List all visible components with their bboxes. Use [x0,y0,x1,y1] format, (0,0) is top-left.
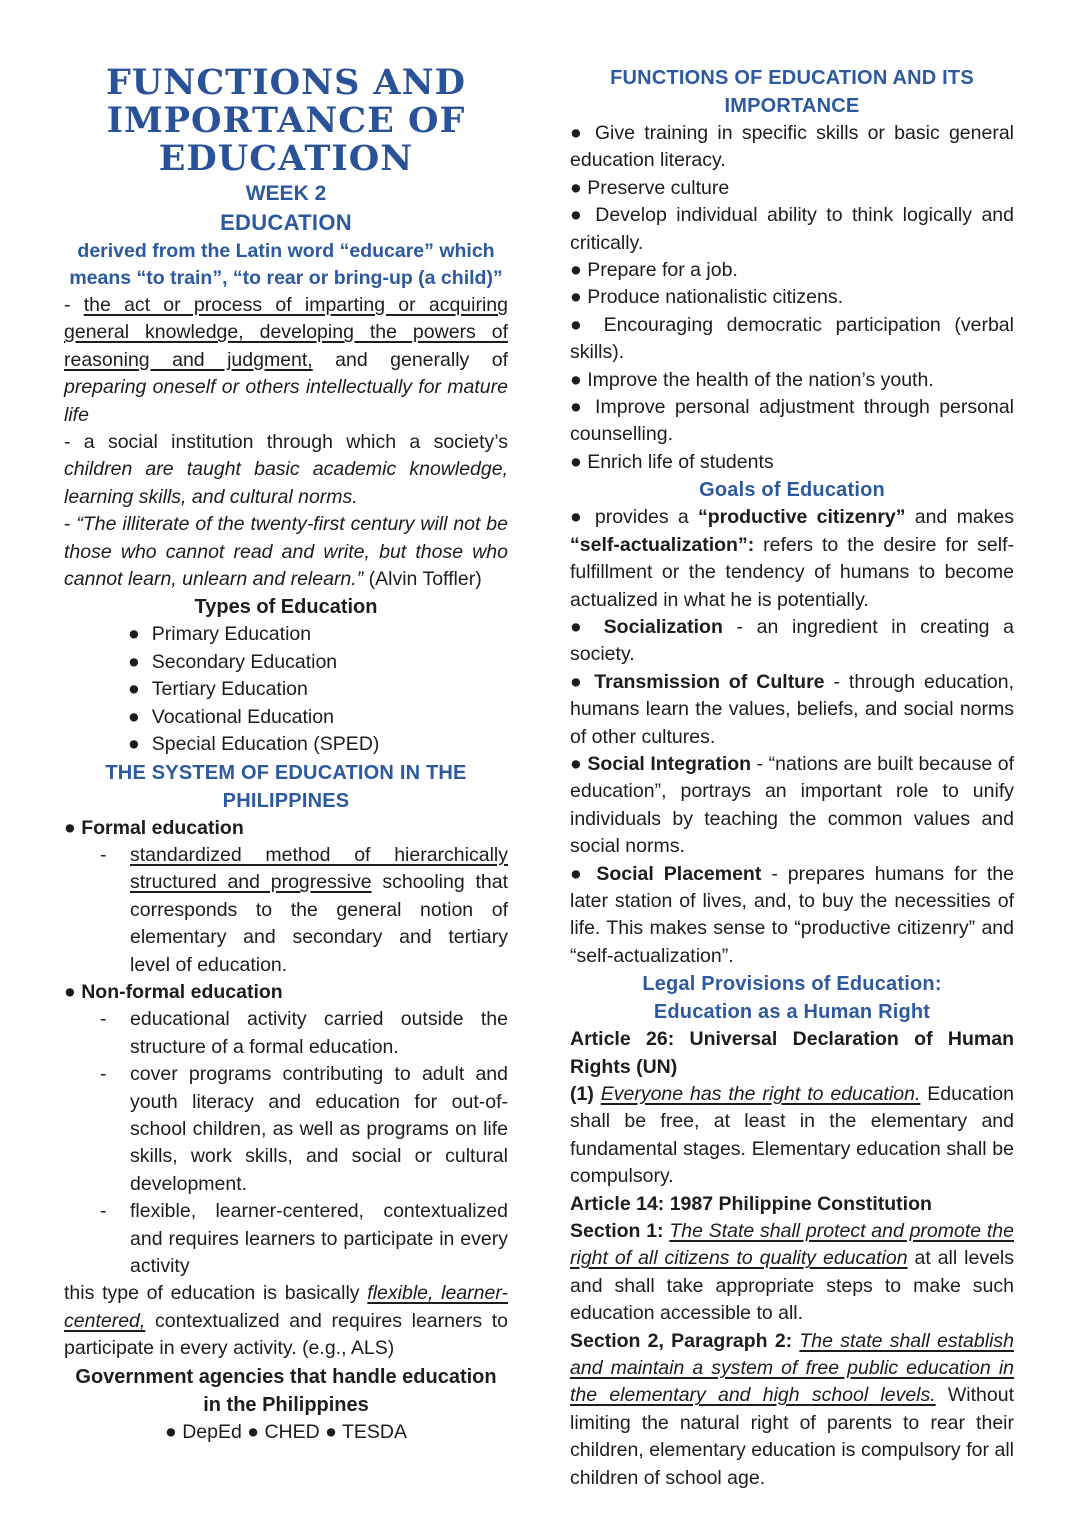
gov-agencies-heading: Government agencies that handle education in the Philippines [75,1365,497,1416]
dash-marker: - [100,843,107,866]
system-of-education-heading: THE SYSTEM OF EDUCATION IN THE PHILIPPINES [105,761,467,812]
document-title-line-1: FUNCTIONS AND [105,62,467,103]
function-item-2: ● Preserve culture [570,176,730,199]
function-item-7: ● Improve the health of the nation’s youth. [570,368,934,391]
dash-item-text: cover programs contributing to adult and youth literacy and education for out-of-school children, as well as programs on life skills, work skills, and social or cultural development. [130,1063,508,1195]
type-list-item-sped [128,731,508,758]
types-of-education-heading: Types of Education [194,596,378,619]
type-list-item-primary [128,621,508,648]
left-column [64,64,508,1446]
bullet-marker: ● [128,733,140,756]
function-item-8: ● Improve personal adjustment through personal counselling. [570,396,1014,446]
functions-heading: FUNCTIONS OF EDUCATION AND ITS IMPORTANCE [610,67,974,117]
type-list-item-secondary [128,649,508,676]
als-note: this type of education is basically flexible, learner-centered, contextualized and requires learners to participate in every activity. (e.g., ALS) [64,1282,508,1360]
legal-heading-line-1: Legal Provisions of Education: [642,973,942,996]
dash-marker: - [100,1008,107,1031]
document-title-line-2: IMPORTANCE OF [106,100,466,141]
dash-item-text: educational activity carried outside the structure of a formal education. [130,1008,508,1058]
function-item-6: ● Encouraging democratic participation (verbal skills). [570,313,1014,364]
dash-marker: - [100,1063,107,1086]
function-item-9: ● Enrich life of students [570,450,774,473]
gov-agencies-list: ● DepEd ● CHED ● TESDA [165,1420,407,1443]
document-title-line-3: EDUCATION [158,138,414,179]
document-title [64,64,508,178]
type-label: Tertiary Education [151,678,308,701]
formal-education-bullet: ● Formal education [64,816,244,839]
bullet-marker: ● [128,623,140,646]
goal-item-5: ● Social Placement - prepares humans for the later station of lives, and, to buy the necessities of life. This makes sense to “productive citizenry” and “self-actualization”. [570,862,1014,967]
right-column [570,64,1014,1492]
section-1-paragraph: Section 1: The State shall protect and promote the right of all citizens to quality education at all levels and shall take appropriate steps to make such education accessible to all. [570,1220,1014,1325]
dash-item-text: flexible, learner-centered, contextualized and requires learners to participate in every activity [130,1200,508,1277]
article-26-heading: Article 26: Universal Declaration of Human Rights (UN) [570,1028,1014,1078]
dash-marker: - [100,1200,107,1223]
goals-heading: Goals of Education [699,479,885,502]
goal-item-4: ● Social Integration - “nations are built because of education”, portrays an important role to unify individuals by teaching the common values and social norms. [570,752,1014,858]
type-list-item-vocational [128,704,508,731]
function-item-3: ● Develop individual ability to think logically and critically. [570,204,1014,254]
type-label: Primary Education [151,623,312,646]
bullet-marker: ● [128,705,140,728]
type-label: Special Education (SPED) [151,733,380,756]
nonformal-education-bullet: ● Non-formal education [64,980,283,1003]
type-label: Secondary Education [151,650,338,673]
section-2-paragraph: Section 2, Paragraph 2: The state shall establish and maintain a system of free public education in the elementary and high school levels. Without limiting the natural right of parents to rear their children, elementary education is compulsory for all children of school age. [570,1329,1015,1489]
definition-paragraph-3: - “The illiterate of the twenty-first century will not be those who cannot read and write, but those who cannot learn, unlearn and relearn.” (Alvin Toffler) [64,513,508,591]
bullet-marker: ● [128,678,140,701]
goal-item-3: ● Transmission of Culture - through education, humans learn the values, beliefs, and social norms of other cultures. [570,670,1014,748]
function-item-5: ● Produce nationalistic citizens. [570,286,843,309]
definition-paragraph-1: - the act or process of imparting or acquiring general knowledge, developing the powers of reasoning and judgment, and generally of preparing oneself or others intellectually for mature life [64,294,508,426]
legal-provisions-heading [570,970,1014,1026]
nonformal-dash-item-2 [64,1061,508,1198]
article-26-clause-1: (1) Everyone has the right to education. Education shall be free, at least in the elementary and fundamental stages. Elementary education shall be compulsory. [570,1083,1014,1188]
bullet-marker: ● [128,650,140,673]
type-list-item-tertiary [128,676,508,703]
dash-item-text: standardized method of hierarchically structured and progressive schooling that corresponds to the general notion of elementary and secondary and tertiary level of education. [130,843,508,976]
education-heading: EDUCATION [220,210,352,235]
formal-education-dash-item [64,842,508,979]
type-label: Vocational Education [151,705,334,728]
definition-paragraph-2: - a social institution through which a society’s children are taught basic academic knowledge, learning skills, and cultural norms. [64,431,508,508]
legal-heading-line-2: Education as a Human Right [653,1001,931,1024]
goal-item-2: ● Socialization - an ingredient in creating a society. [570,615,1015,666]
nonformal-dash-item-3 [64,1198,508,1280]
goal-item-1: ● provides a “productive citizenry” and makes “self-actualization”: refers to the desire for self-fulfillment or the tendency of humans to become actualized in what he is potentially. [570,506,1014,611]
function-item-1: ● Give training in specific skills or basic general education literacy. [570,122,1014,172]
week-label: WEEK 2 [245,182,327,205]
function-item-4: ● Prepare for a job. [570,259,738,282]
derivation-note: derived from the Latin word “educare” which means “to train”, “to rear or bring-up (a child)” [69,240,503,289]
article-14-heading: Article 14: 1987 Philippine Constitution [570,1192,932,1215]
nonformal-dash-item-1 [64,1006,508,1061]
